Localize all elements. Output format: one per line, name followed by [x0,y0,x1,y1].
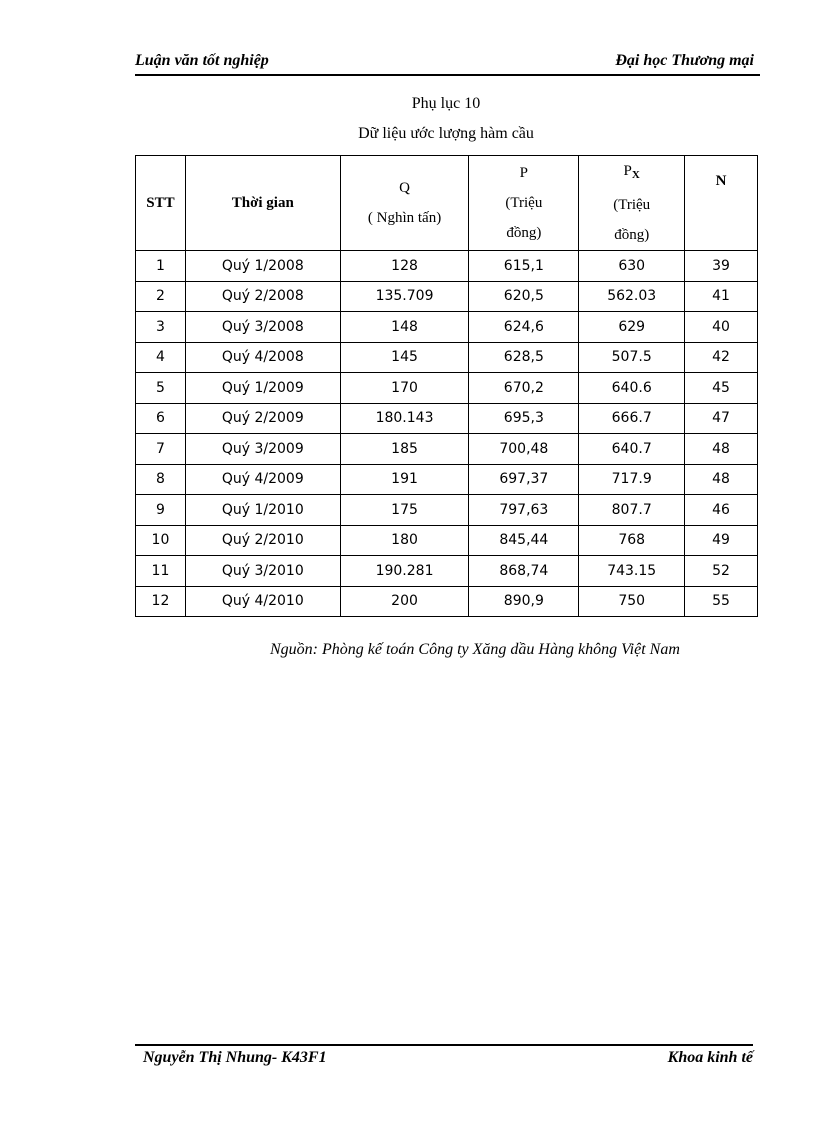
cell-px: 768 [579,525,685,556]
demand-data-table [135,155,758,617]
table-row [136,281,758,312]
cell-px: 807.7 [579,495,685,526]
cell-q: 191 [340,464,469,495]
cell-stt: 11 [136,556,186,587]
header-university-label: Đại học Thương mại [615,52,754,69]
cell-stt: 1 [136,251,186,282]
cell-px: 630 [579,251,685,282]
page-header [135,52,760,76]
table-row [136,373,758,404]
cell-n: 47 [685,403,758,434]
cell-px: 562.03 [579,281,685,312]
cell-n: 46 [685,495,758,526]
footer-author: Nguyễn Thị Nhung- K43F1 [143,1049,327,1066]
cell-time: Quý 2/2009 [185,403,340,434]
table-row [136,464,758,495]
cell-px: 640.7 [579,434,685,465]
cell-stt: 8 [136,464,186,495]
cell-time: Quý 4/2008 [185,342,340,373]
cell-n: 55 [685,586,758,617]
cell-q: 145 [340,342,469,373]
cell-px: 717.9 [579,464,685,495]
cell-stt: 2 [136,281,186,312]
appendix-title: Phụ lục 10 [411,95,481,112]
cell-p: 697,37 [469,464,579,495]
header-n: N [685,156,758,251]
table-row [136,495,758,526]
cell-stt: 7 [136,434,186,465]
cell-time: Quý 3/2010 [185,556,340,587]
cell-n: 45 [685,373,758,404]
cell-q: 170 [340,373,469,404]
cell-p: 700,48 [469,434,579,465]
cell-time: Quý 2/2008 [185,281,340,312]
footer-department: Khoa kinh tế [667,1049,753,1066]
cell-q: 180 [340,525,469,556]
cell-stt: 9 [136,495,186,526]
cell-time: Quý 1/2009 [185,373,340,404]
cell-q: 128 [340,251,469,282]
cell-q: 148 [340,312,469,343]
cell-time: Quý 4/2010 [185,586,340,617]
cell-p: 628,5 [469,342,579,373]
table-row [136,251,758,282]
page-footer [135,1044,753,1070]
cell-p: 615,1 [469,251,579,282]
table-row [136,525,758,556]
cell-p: 670,2 [469,373,579,404]
cell-time: Quý 1/2008 [185,251,340,282]
cell-p: 797,63 [469,495,579,526]
cell-n: 39 [685,251,758,282]
cell-p: 845,44 [469,525,579,556]
cell-px: 750 [579,586,685,617]
cell-q: 185 [340,434,469,465]
cell-n: 41 [685,281,758,312]
source-note: Nguồn: Phòng kế toán Công ty Xăng dầu Hàng không Việt Nam [270,641,680,658]
cell-n: 48 [685,434,758,465]
cell-p: 620,5 [469,281,579,312]
cell-px: 640.6 [579,373,685,404]
table-row [136,403,758,434]
cell-px: 743.15 [579,556,685,587]
cell-stt: 10 [136,525,186,556]
header-stt: STT [136,156,186,251]
table-row [136,342,758,373]
cell-n: 40 [685,312,758,343]
table-row [136,556,758,587]
cell-time: Quý 3/2009 [185,434,340,465]
cell-q: 135.709 [340,281,469,312]
cell-time: Quý 2/2010 [185,525,340,556]
cell-time: Quý 3/2008 [185,312,340,343]
header-p: P (Triệu đồng) [469,156,579,251]
header-time: Thời gian [185,156,340,251]
cell-p: 695,3 [469,403,579,434]
table-row [136,586,758,617]
cell-p: 624,6 [469,312,579,343]
cell-n: 42 [685,342,758,373]
cell-p: 868,74 [469,556,579,587]
table-caption: Dữ liệu ước lượng hàm cầu [358,125,534,142]
cell-n: 48 [685,464,758,495]
cell-stt: 6 [136,403,186,434]
cell-n: 52 [685,556,758,587]
header-thesis-label: Luận văn tốt nghiệp [135,52,269,69]
cell-time: Quý 4/2009 [185,464,340,495]
cell-q: 200 [340,586,469,617]
cell-stt: 4 [136,342,186,373]
cell-stt: 12 [136,586,186,617]
table-row [136,434,758,465]
cell-time: Quý 1/2010 [185,495,340,526]
cell-q: 175 [340,495,469,526]
cell-q: 180.143 [340,403,469,434]
table-header-row [136,156,758,251]
cell-px: 629 [579,312,685,343]
cell-p: 890,9 [469,586,579,617]
cell-px: 507.5 [579,342,685,373]
table-row [136,312,758,343]
header-px: $P_X$ (Triệu đồng) [579,156,685,251]
cell-stt: 3 [136,312,186,343]
cell-n: 49 [685,525,758,556]
cell-px: 666.7 [579,403,685,434]
header-q: Q ( Nghìn tấn) [340,156,469,251]
cell-stt: 5 [136,373,186,404]
cell-q: 190.281 [340,556,469,587]
